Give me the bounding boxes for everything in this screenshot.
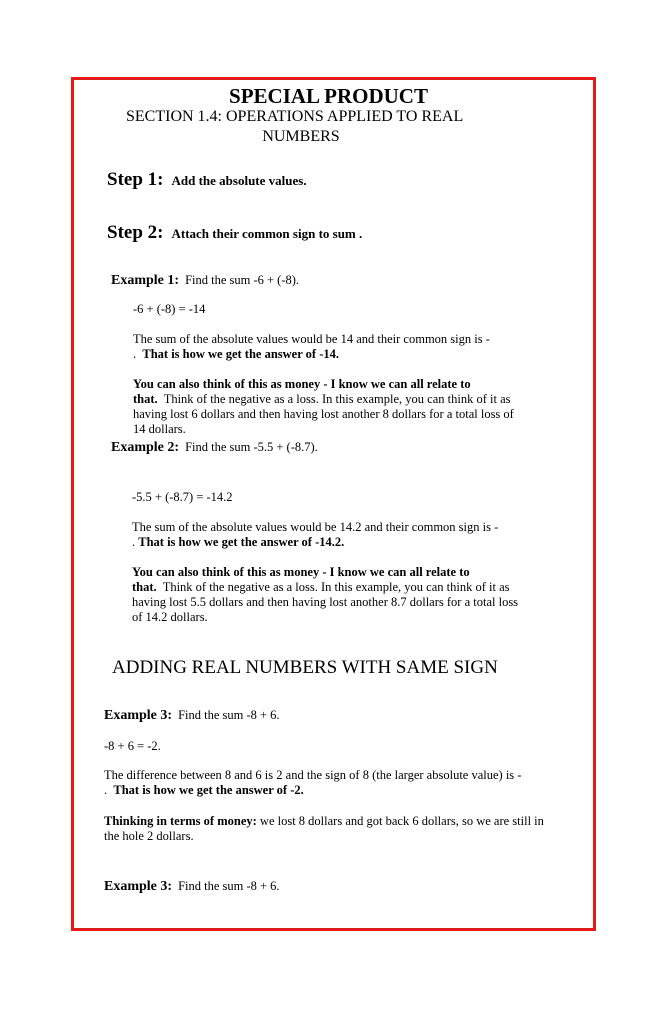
step-1-text: Add the absolute values. (171, 173, 307, 188)
example-2-answer: That is how we get the answer of -14.2. (138, 535, 345, 549)
example-2-explain-cont: . (132, 535, 136, 549)
section-subtitle (126, 107, 536, 147)
example-1-money (133, 377, 553, 437)
example-1-label: Example 1: (111, 273, 180, 288)
example-1-money-bold-2: that. (133, 392, 158, 406)
example-3b-heading (104, 879, 280, 895)
example-1-explain-line-2 (133, 347, 553, 362)
example-1-explanation (133, 332, 553, 362)
example-1-money-bold-1: You can also think of this as money - I know we can all relate to (133, 377, 471, 391)
example-1-question: Find the sum -6 + (-8). (185, 273, 300, 287)
example-1-answer: That is how we get the answer of -14. (142, 347, 340, 361)
example-3-label: Example 3: (104, 708, 173, 723)
example-2-explanation (132, 520, 552, 550)
example-3-explain-line-2 (104, 783, 574, 798)
step-2-label: Step 2: (107, 222, 164, 243)
example-3-money (104, 814, 574, 844)
example-2-money-rest-2: having lost 5.5 dollars and then having lost another 8.7 dollars for a total loss (132, 595, 519, 609)
example-1-money-rest-3: 14 dollars. (133, 422, 186, 436)
example-3-money-rest-2: the hole 2 dollars. (104, 829, 194, 843)
example-2-money-bold-2: that. (132, 580, 157, 594)
example-1-equation: -6 + (-8) = -14 (133, 302, 206, 316)
example-2-money-bold-1: You can also think of this as money - I know we can all relate to (132, 565, 470, 579)
step-1 (107, 169, 307, 191)
section-heading: ADDING REAL NUMBERS WITH SAME SIGN (112, 657, 498, 678)
example-1-money-rest-2: having lost 6 dollars and then having lost another 8 dollars for a total loss of (133, 407, 514, 421)
example-2-question: Find the sum -5.5 + (-8.7). (185, 440, 318, 454)
example-1-explain-cont: . (133, 347, 137, 361)
example-2-money-rest-1: Think of the negative as a loss. In this example, you can think of it as (162, 580, 510, 594)
step-1-label: Step 1: (107, 169, 164, 190)
example-3b-question: Find the sum -8 + 6. (178, 879, 280, 893)
example-3-explanation (104, 768, 574, 798)
example-1-money-rest-1: Think of the negative as a loss. In this example, you can think of it as (163, 392, 511, 406)
step-2 (107, 222, 362, 244)
example-1-heading (111, 273, 299, 289)
example-2-explain-line: The sum of the absolute values would be 14.2 and their common sign is - (132, 520, 499, 534)
example-2-explain-line-2 (132, 535, 552, 550)
example-2-equation: -5.5 + (-8.7) = -14.2 (132, 490, 233, 504)
example-3-explain-cont: . (104, 783, 108, 797)
example-3-equation: -8 + 6 = -2. (104, 739, 161, 753)
example-2-money (132, 565, 552, 625)
example-3-heading (104, 708, 280, 724)
example-2-heading (111, 440, 318, 456)
example-2-money-rest-3: of 14.2 dollars. (132, 610, 208, 624)
example-2-label: Example 2: (111, 440, 180, 455)
step-2-text: Attach their common sign to sum . (171, 226, 363, 241)
example-3-money-bold: Thinking in terms of money: (104, 814, 257, 828)
subtitle-line-2: NUMBERS (262, 128, 340, 145)
example-3-answer: That is how we get the answer of -2. (113, 783, 304, 797)
example-3-explain-line: The difference between 8 and 6 is 2 and the sign of 8 (the larger absolute value) is - (104, 768, 522, 782)
example-3b-label: Example 3: (104, 879, 173, 894)
subtitle-line-1: SECTION 1.4: OPERATIONS APPLIED TO REAL (126, 108, 464, 125)
example-3-money-rest-1: we lost 8 dollars and got back 6 dollars, so we are still in (259, 814, 544, 828)
page-title: SPECIAL PRODUCT (229, 84, 428, 108)
example-1-explain-line: The sum of the absolute values would be 14 and their common sign is - (133, 332, 490, 346)
example-3-question: Find the sum -8 + 6. (178, 708, 280, 722)
